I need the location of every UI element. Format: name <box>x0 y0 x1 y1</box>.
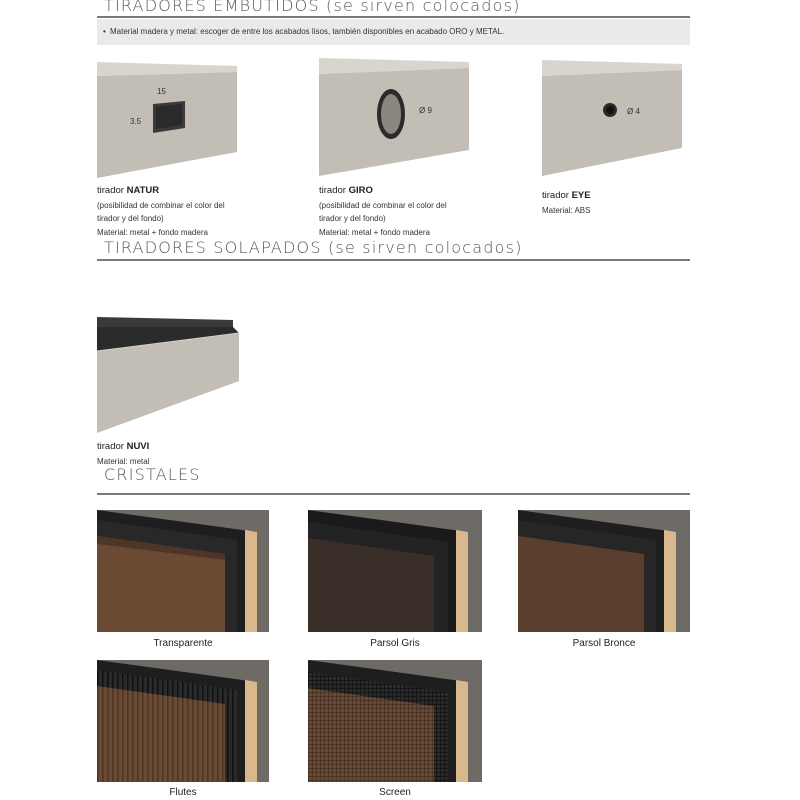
glass-label-parsol-gris: Parsol Gris <box>370 638 420 649</box>
handle-name: NUVI <box>126 441 150 452</box>
glass-parsol-bronce-image <box>518 510 690 632</box>
note-text: Material madera y metal: escoger de entre los acabados lisos, también disponibles en acabado ORO y METAL. <box>110 27 505 36</box>
eye-dim: Ø 4 <box>627 107 640 116</box>
section-rule <box>97 16 690 18</box>
glass-transparente-image <box>97 510 269 632</box>
section-rule <box>97 493 690 495</box>
handle-prefix: tirador <box>319 185 349 196</box>
handle-name: EYE <box>571 190 591 201</box>
natur-dim-height: 3.5 <box>130 117 142 126</box>
section-title-overlay: TIRADORES SOLAPADOS (se sirven colocados) <box>104 238 523 257</box>
glass-parsol-gris-image <box>308 510 482 632</box>
section-title-embedded: TIRADORES EMBUTIDOS (se sirven colocados) <box>104 0 521 15</box>
handle-giro-desc2: tirador y del fondo) <box>319 214 386 223</box>
handle-eye-material: Material: ABS <box>542 206 591 215</box>
handle-giro-material: Material: metal + fondo madera <box>319 228 430 237</box>
glass-flutes-image <box>97 660 269 782</box>
giro-dim: Ø 9 <box>419 106 432 115</box>
glass-label-screen: Screen <box>379 787 411 798</box>
handle-giro-title <box>319 185 373 196</box>
natur-dim-width: 15 <box>157 87 166 96</box>
section-title-glass: CRISTALES <box>104 465 201 484</box>
handle-giro-image <box>319 58 469 178</box>
handle-natur-image <box>97 62 237 178</box>
handle-giro-desc1: (posibilidad de combinar el color del <box>319 201 447 210</box>
handle-name: NATUR <box>126 185 160 196</box>
handle-prefix: tirador <box>97 441 127 452</box>
handle-prefix: tirador <box>542 190 572 201</box>
handle-natur-desc1: (posibilidad de combinar el color del <box>97 201 225 210</box>
glass-label-parsol-bronce: Parsol Bronce <box>572 638 636 649</box>
section-rule <box>97 259 690 261</box>
handle-prefix: tirador <box>97 185 127 196</box>
handle-natur-material: Material: metal + fondo madera <box>97 228 208 237</box>
note-bar <box>97 19 690 45</box>
glass-label-transparente: Transparente <box>153 638 213 649</box>
glass-screen-image <box>308 660 482 782</box>
handle-nuvi-title <box>97 441 149 452</box>
handle-name: GIRO <box>348 185 373 196</box>
handle-nuvi-image <box>97 317 239 435</box>
note-bullet: • <box>103 27 106 36</box>
handle-eye-title <box>542 190 591 201</box>
glass-label-flutes: Flutes <box>169 787 197 798</box>
handle-eye-image <box>542 60 682 178</box>
handle-natur-title <box>97 185 159 196</box>
handle-natur-desc2: tirador y del fondo) <box>97 214 164 223</box>
handle-nuvi-material: Material: metal <box>97 457 150 466</box>
